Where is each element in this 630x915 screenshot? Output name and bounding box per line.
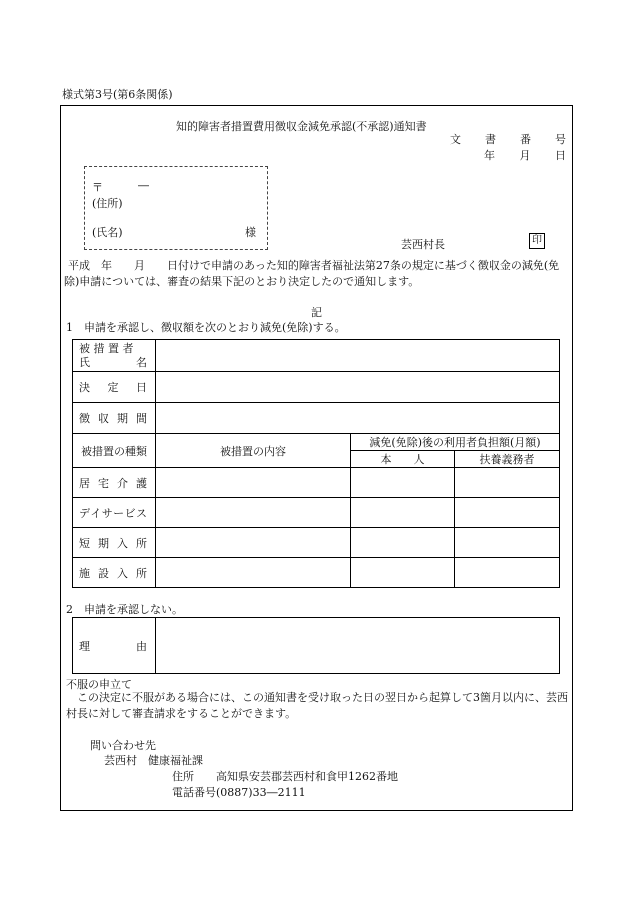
- service-short-stay: 短 期 入 所: [79, 536, 147, 550]
- table-row: [73, 372, 560, 403]
- objection-heading: 不服の申立て: [66, 678, 132, 691]
- content-cell[interactable]: [156, 528, 351, 558]
- reason-value[interactable]: [156, 618, 560, 674]
- reason-table: [72, 617, 560, 674]
- ki-heading: 記: [311, 306, 322, 319]
- service-home-care: 居 宅 介 護: [79, 476, 147, 490]
- col-guardian-header: 扶養義務者: [455, 451, 560, 468]
- person-label-line1: 被 措 置 者: [79, 341, 134, 355]
- label-cell: [73, 528, 156, 558]
- contact-address: 住所 高知県安芸郡芸西村和食甲1262番地: [172, 770, 398, 783]
- table-row: [73, 618, 560, 674]
- postal-mark: 〒: [92, 181, 103, 194]
- document-number-field: [450, 131, 566, 147]
- self-amount-cell[interactable]: [351, 558, 455, 588]
- contact-heading: 問い合わせ先: [90, 739, 156, 752]
- issuer-name: 芸西村長: [401, 238, 445, 251]
- guardian-amount-cell[interactable]: [455, 498, 560, 528]
- table-row: [73, 558, 560, 588]
- recipient-address-label: (住所): [92, 197, 123, 210]
- docno-char: 号: [555, 133, 566, 146]
- document-title: 知的障害者措置費用徴収金減免承認(不承認)通知書: [176, 120, 427, 133]
- self-amount-cell[interactable]: [351, 498, 455, 528]
- objection-text: この決定に不服がある場合には、この通知書を受け取った日の翌日から起算して3箇月以内に、芸西村長に対して審査請求をすることができます。: [66, 691, 568, 720]
- date-day: 日: [555, 149, 566, 162]
- col-content-header: 被措置の内容: [156, 434, 351, 468]
- decision-date-label: 決 定 日: [79, 381, 147, 394]
- decision-date-value[interactable]: [156, 372, 560, 403]
- section-1-heading: 1 申請を承認し、徴収額を次のとおり減免(免除)する。: [66, 321, 346, 334]
- col-amount-header: 減免(免除)後の利用者負担額(月額): [351, 434, 560, 451]
- docno-char: 書: [485, 133, 496, 146]
- postal-dash: ―: [138, 179, 149, 192]
- label-cell: [73, 498, 156, 528]
- docno-char: 番: [520, 133, 531, 146]
- guardian-amount-cell[interactable]: [455, 528, 560, 558]
- col-self-header: 本 人: [351, 451, 455, 468]
- guardian-amount-cell[interactable]: [455, 558, 560, 588]
- label-cell: [73, 372, 156, 403]
- table-row: [73, 403, 560, 434]
- form-label: 様式第3号(第6条関係): [62, 88, 173, 101]
- table-row: [73, 528, 560, 558]
- service-facility: 施 設 入 所: [79, 566, 147, 580]
- recipient-honorific: 様: [245, 226, 256, 239]
- table-row: [73, 340, 560, 372]
- reduction-table: [72, 339, 560, 588]
- label-cell: [73, 558, 156, 588]
- label-cell: [73, 468, 156, 498]
- label-cell: [73, 403, 156, 434]
- person-label: [79, 342, 155, 370]
- content-cell[interactable]: [156, 468, 351, 498]
- content-cell[interactable]: [156, 558, 351, 588]
- seal-stamp: 印: [529, 233, 545, 249]
- person-label-line2: 氏 名: [79, 355, 147, 369]
- collection-period-label: 徴 収 期 間: [79, 412, 147, 425]
- section-2-heading: 2 申請を承認しない。: [66, 603, 183, 616]
- guardian-amount-cell[interactable]: [455, 468, 560, 498]
- label-cell: [73, 618, 156, 674]
- table-row: [73, 468, 560, 498]
- date-month: 月: [519, 149, 531, 162]
- reason-label: 理 由: [79, 639, 147, 653]
- date-year: 年: [484, 149, 495, 162]
- contact-department: 芸西村 健康福祉課: [104, 754, 203, 767]
- contact-phone: 電話番号(0887)33―2111: [172, 786, 306, 799]
- self-amount-cell[interactable]: [351, 468, 455, 498]
- label-cell: [73, 340, 156, 372]
- docno-char: 文: [450, 133, 461, 146]
- table-header-row: [73, 434, 560, 451]
- person-name-value[interactable]: [156, 340, 560, 372]
- col-type-header: 被措置の種類: [73, 434, 156, 468]
- self-amount-cell[interactable]: [351, 528, 455, 558]
- intro-paragraph: 平成 年 月 日付けで申請のあった知的障害者福祉法第27条の規定に基づく徴収金の減免(免除)申請については、審査の結果下記のとおり決定したので通知します。: [64, 259, 560, 288]
- service-day-service: デ イ サ ー ビ ス: [79, 506, 147, 520]
- document-date-field: [484, 147, 566, 163]
- table-row: [73, 498, 560, 528]
- collection-period-value[interactable]: [156, 403, 560, 434]
- content-cell[interactable]: [156, 498, 351, 528]
- recipient-name-label: (氏名): [92, 226, 123, 239]
